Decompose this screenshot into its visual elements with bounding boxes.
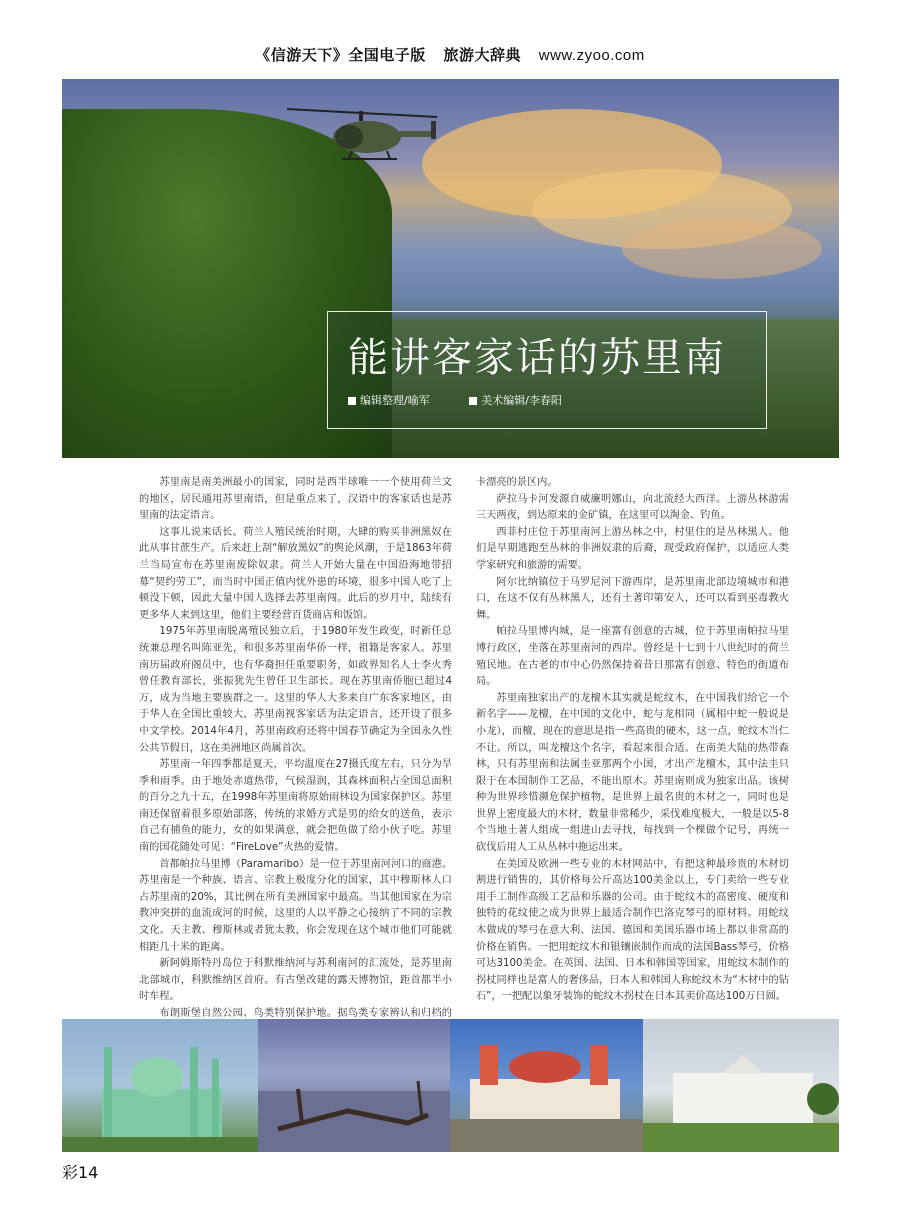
paragraph: 布朗斯堡自然公园、鸟类特别保护地。据鸟类专家辨认和归档的 bbox=[159, 1008, 452, 1019]
article-title: 能讲客家话的苏里南 bbox=[348, 335, 726, 381]
driftwood-icon bbox=[258, 1019, 450, 1152]
paragraph: 卡漂亮的景区内。 bbox=[476, 477, 558, 488]
masthead bbox=[0, 44, 900, 76]
paragraph: 西菲村庄位于苏里南河上游丛林之中，村里住的是丛林黑人。他们是早期逃跑至丛林的非洲奴隶的后裔，现受政府保护，以适应人类学家研究和旅游的需要。 bbox=[476, 526, 789, 571]
photo-river bbox=[258, 1019, 450, 1152]
square-bullet-icon bbox=[469, 397, 477, 405]
paragraph: 1975年苏里南脱离殖民独立后，于1980年发生政变，时新任总统兼总理名叫陈亚先，和很多苏里南华侨一样，祖籍是客家人。苏里南历届政府阁员中，也有华裔担任重要职务，如政界知名人士李火秀曾任教育部长，张振犹先生曾任卫生部长。现在苏里南侨胞已超过4万，成为当地主要族群之一。这里的华人大多来自广东客家地区，由于华人在全国比重较大，苏里南视客家话为法定语言，还开设了很多中文学校。2014年4月，苏里南政府还将中国春节确定为全国永久性公共节假日，这在美洲地区尚属首次。 bbox=[139, 626, 452, 754]
hero-photo bbox=[62, 79, 839, 458]
palace-icon bbox=[643, 1019, 839, 1152]
page-number: 彩14 bbox=[62, 1163, 99, 1182]
article-credits bbox=[348, 392, 598, 408]
paragraph: 首都帕拉马里博（Paramaribo）是一位于苏里南河河口的商港。苏里南是一个种族、语言、宗教上极度分化的国家，其中穆斯林人口占苏里南的20%，其比例在所有美洲国家中最高。当其他国家在为宗教冲突拼的血流成河的时候，这里的人以平静之心接纳了不同的宗教文化。天主教、穆斯林或者犹太教，你会发现在这个城市他们可能就相距几十米的距离。 bbox=[139, 858, 452, 953]
editor-credit: 编辑整理/喻军 bbox=[360, 394, 430, 407]
masthead-publication: 《信游天下》全国电子版 bbox=[255, 46, 426, 64]
body-column-right bbox=[476, 475, 789, 1006]
paragraph: 在美国及欧洲一些专业的木材网站中，有把这种最珍贵的木材切割进行销售的，其价格每公斤高达100美金以上，专门卖给一些专业用手工制作高级工艺品和乐器的公司。由于蛇纹木的高密度、硬度和独特的花纹使之成为世界上最适合制作巴洛克琴弓的原材料。用蛇纹木做成的琴弓在意大利、法国、德国和美国乐器市场上都以非常高的价格在销售。一把用蛇纹木和银镶嵌制作而成的法国Bass琴弓，价格可达3100美金。在英国、法国、日本和韩国等国家，用蛇纹木制作的拐杖同样也是富人的奢侈品，日本人和韩国人称蛇纹木为“木材中的钻石”，一把配以象牙装饰的蛇纹木拐杖在日本其卖价高达100万日圆。 bbox=[476, 858, 789, 1003]
photo-strip bbox=[62, 1019, 839, 1152]
photo-mosque bbox=[62, 1019, 258, 1152]
helicopter-icon bbox=[287, 103, 447, 183]
paragraph: 这事儿说来话长。荷兰人殖民统治时期，大肆的购买非洲黑奴在此从事甘蔗生产。后来赶上刮“解放黑奴”的舆论风潮，于是1863年荷兰当局宣布在苏里南废除奴隶。荷兰人开始大量在中国沿海地带招募“契约劳工”，而当时中国正值内忧外患的环境，很多中国人吃了上顿没下顿，因此大量中国人选择去苏里南闯。此后的岁月中，陆续有更多华人来到这里，他们主要经营百货商店和饭馆。 bbox=[139, 526, 452, 621]
paragraph: 萨拉马卡河发源自威廉明娜山，向北流经大西洋。上游丛林游需三天两夜，到达原来的金矿镇，在这里可以淘金、钓鱼。 bbox=[476, 493, 789, 522]
paragraph: 帕拉马里博内城，是一座富有创意的古城，位于苏里南帕拉马里博行政区，坐落在苏里南河的西岸。曾经是十七到十八世纪时的荷兰殖民地。在古老的市中心仍然保持着昔日那富有创意、特色的街道布局。 bbox=[476, 626, 789, 688]
paragraph: 阿尔比纳镇位于马罗尼河下游西岸，是苏里南北部边境城市和港口，在这不仅有丛林黑人，还有土著印第安人，还可以看到巫毒教火舞。 bbox=[476, 576, 789, 621]
masthead-section: 旅游大辞典 bbox=[443, 46, 521, 64]
title-box bbox=[327, 311, 767, 429]
paragraph: 苏里南一年四季都是夏天，平均温度在27摄氏度左右，只分为旱季和雨季。由于地处赤道热带，气候湿润，其森林面积占全国总面积的百分之九十五，在1998年苏里南将原始雨林设为国家保护区。苏里南还保留着很多原始部落，传统的求婚方式是男的给女的送鱼，表示自己有捕鱼的能力，女的如果满意，就会把鱼做了给小伙子吃。苏里南的国花随处可见：“FireLove”火热的爱情。 bbox=[139, 759, 452, 854]
paragraph: 苏里南独家出产的龙檀木其实就是蛇纹木，在中国我们给它一个新名字——龙檀，在中国的文化中，蛇与龙相同（属相中蛇一般说是小龙），而檀，现在的意思是指一些高贵的硬木，这一点，蛇纹木当仁不让。所以，叫龙檀这个名字，看起来很合适。在南美大陆的热带森林，只有苏里南和法属圭亚那两个小国，才出产龙檀木，其中法圭只限于在本国制作工艺品，不能出原木。苏里南则成为独家出品。该树种为世界珍惜濒危保护植物，是世界上最名贵的木材之一，同时也是世界上密度最大的木材，数量非常稀少，采伐难度极大，一般是以5-8个当地土著人组成一组进山去寻找，每找到一个棵做个记号，再统一砍伐后用人工从丛林中拖运出来。 bbox=[476, 692, 789, 854]
mosque-icon bbox=[62, 1019, 258, 1152]
photo-palace bbox=[643, 1019, 839, 1152]
masthead-url[interactable]: www.zyoo.com bbox=[538, 47, 645, 64]
art-editor-credit: 美术编辑/李春阳 bbox=[481, 394, 562, 407]
paragraph: 苏里南是南美洲最小的国家，同时是西半球唯一一个使用荷兰文的地区，居民通用苏里南语，但是重点来了，汉语中的客家话也是苏里南的法定语言。 bbox=[139, 477, 452, 522]
paragraph: 新阿姆斯特丹岛位于科默维纳河与苏利南河的汇流处，是苏里南北部城市，科默维纳区首府。有古堡改建的露天博物馆，距首都半小时车程。 bbox=[139, 958, 452, 1003]
square-bullet-icon bbox=[348, 397, 356, 405]
temple-icon bbox=[450, 1019, 643, 1152]
body-column-left bbox=[139, 475, 452, 1039]
photo-temple bbox=[450, 1019, 643, 1152]
